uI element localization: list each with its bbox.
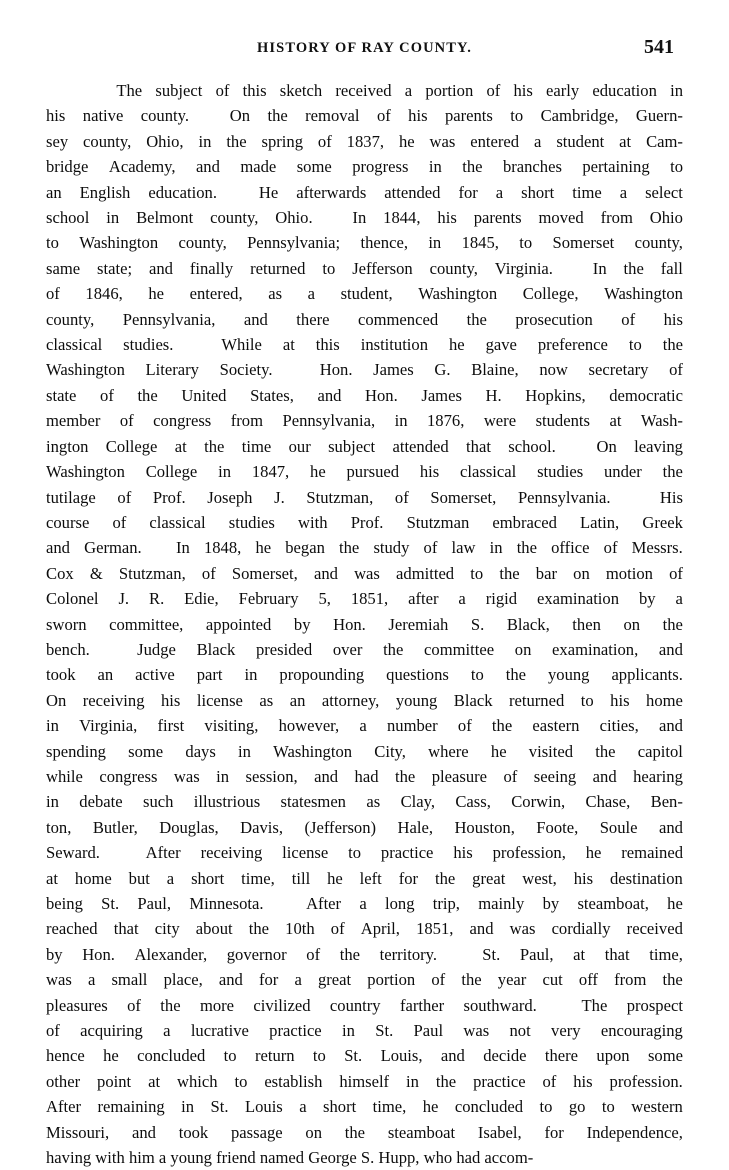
text-line: Seward. After receiving license to practice his profession, he remained — [46, 843, 683, 863]
paragraph — [46, 78, 683, 1170]
text-line: Washington College in 1847, he pursued his classical studies under the — [46, 462, 683, 482]
text-line: Cox & Stutzman, of Somerset, and was admitted to the bar on motion of — [46, 563, 683, 583]
running-head: HISTORY OF RAY COUNTY. — [257, 40, 472, 56]
text-line: ington College at the time our subject attended that school. On leaving — [46, 436, 683, 456]
text-line: ton, Butler, Douglas, Davis, (Jefferson) Hale, Houston, Foote, Soule and — [46, 817, 683, 837]
text-line: at home but a short time, till he left for the great west, his destination — [46, 868, 683, 888]
text-line: his native county. On the removal of his parents to Cambridge, Guern- — [46, 106, 683, 126]
text-line: of 1846, he entered, as a student, Washington College, Washington — [46, 284, 683, 304]
text-line: took an active part in propounding questions to the young applicants. — [46, 665, 683, 685]
body-text — [46, 78, 683, 1170]
text-line: same state; and finally returned to Jefferson county, Virginia. In the fall — [46, 258, 683, 278]
text-line: was a small place, and for a great portion of the year cut off from the — [46, 970, 683, 990]
text-line: member of congress from Pennsylvania, in 1876, were students at Wash- — [46, 411, 683, 431]
text-line: in Virginia, first visiting, however, a number of the eastern cities, and — [46, 716, 683, 736]
text-line: spending some days in Washington City, where he visited the capitol — [46, 741, 683, 761]
text-line: bridge Academy, and made some progress in the branches pertaining to — [46, 157, 683, 177]
text-line: other point at which to establish himself in the practice of his profession. — [46, 1071, 683, 1091]
text-line: pleasures of the more civilized country farther southward. The prospect — [46, 995, 683, 1015]
text-line: On receiving his license as an attorney, young Black returned to his home — [46, 690, 683, 710]
text-line: an English education. He afterwards attended for a short time a select — [46, 182, 683, 202]
text-line: and German. In 1848, he began the study of law in the office of Messrs. — [46, 538, 683, 558]
text-line: bench. Judge Black presided over the committee on examination, and — [46, 639, 683, 659]
text-line: in debate such illustrious statesmen as Clay, Cass, Corwin, Chase, Ben- — [46, 792, 683, 812]
page-number: 541 — [644, 36, 674, 58]
text-line: Missouri, and took passage on the steamboat Isabel, for Independence, — [46, 1122, 683, 1142]
text-line: county, Pennsylvania, and there commenced the prosecution of his — [46, 309, 683, 329]
text-line: having with him a young friend named George S. Hupp, who had accom- — [46, 1148, 534, 1168]
text-line: school in Belmont county, Ohio. In 1844, his parents moved from Ohio — [46, 208, 683, 228]
text-line: sworn committee, appointed by Hon. Jeremiah S. Black, then on the — [46, 614, 683, 634]
text-line: while congress was in session, and had the pleasure of seeing and hearing — [46, 766, 683, 786]
text-line: course of classical studies with Prof. Stutzman embraced Latin, Greek — [46, 512, 683, 532]
text-line: Washington Literary Society. Hon. James G. Blaine, now secretary of — [46, 360, 683, 380]
text-line: sey county, Ohio, in the spring of 1837, he was entered a student at Cam- — [46, 131, 683, 151]
text-line: The subject of this sketch received a portion of his early education in — [116, 81, 683, 100]
text-line: state of the United States, and Hon. James H. Hopkins, democratic — [46, 385, 683, 405]
text-line: by Hon. Alexander, governor of the territory. St. Paul, at that time, — [46, 944, 683, 964]
text-line: classical studies. While at this institution he gave preference to the — [46, 335, 683, 355]
text-line: After remaining in St. Louis a short time, he concluded to go to western — [46, 1097, 683, 1117]
text-line: being St. Paul, Minnesota. After a long trip, mainly by steamboat, he — [46, 894, 683, 913]
text-line: tutilage of Prof. Joseph J. Stutzman, of Somerset, Pennsylvania. His — [46, 487, 683, 507]
text-line: to Washington county, Pennsylvania; thence, in 1845, to Somerset county, — [46, 233, 683, 253]
text-line: hence he concluded to return to St. Louis, and decide there upon some — [46, 1046, 683, 1066]
text-line: Colonel J. R. Edie, February 5, 1851, after a rigid examination by a — [46, 589, 683, 609]
page-header — [55, 36, 674, 62]
text-line: reached that city about the 10th of April, 1851, and was cordially received — [46, 919, 683, 939]
text-line: of acquiring a lucrative practice in St. Paul was not very encouraging — [46, 1021, 683, 1041]
